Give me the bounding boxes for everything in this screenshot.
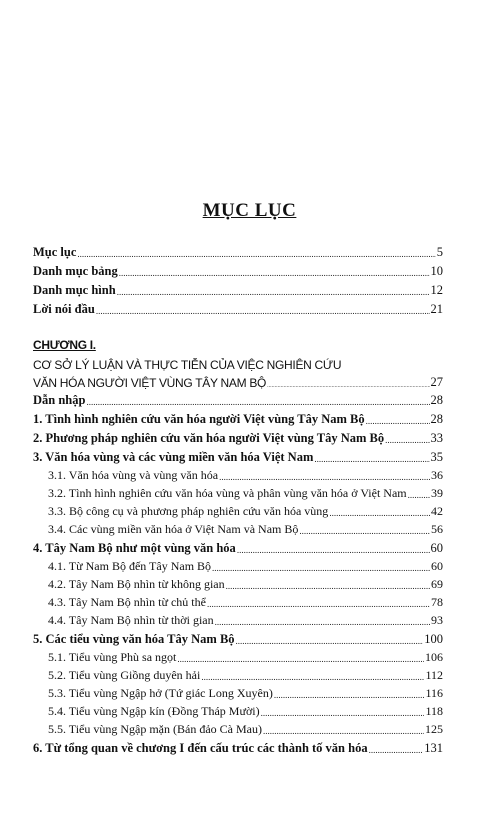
leader-dots — [207, 598, 430, 610]
leader-dots — [86, 396, 429, 408]
leader-dots — [267, 382, 429, 390]
toc-entry[interactable] — [33, 410, 443, 427]
toc-entry-label: Dẫn nhập — [33, 393, 86, 407]
toc-subentry[interactable] — [48, 611, 443, 628]
toc-subentry[interactable] — [48, 666, 443, 683]
toc-entry[interactable] — [33, 630, 443, 647]
leader-dots — [369, 744, 424, 756]
toc-entry-label: 4.2. Tây Nam Bộ nhìn từ không gian — [48, 577, 225, 591]
toc-page-number: 56 — [431, 522, 443, 536]
chapter-title-line2: VĂN HÓA NGƯỜI VIỆT VÙNG TÂY NAM BỘ — [33, 376, 267, 390]
leader-dots — [366, 415, 430, 427]
toc-entry-label: 5.5. Tiểu vùng Ngập mặn (Bán đảo Cà Mau) — [48, 722, 262, 736]
toc-page-number: 27 — [430, 375, 443, 389]
leader-dots — [117, 286, 430, 298]
toc-entry-label: Mục lục — [33, 245, 77, 259]
toc-page-number: 106 — [425, 650, 443, 664]
toc-page-number: 39 — [431, 486, 443, 500]
toc-subentry[interactable] — [48, 702, 443, 719]
toc-entry-label: 1. Tình hình nghiên cứu văn hóa người Việt vùng Tây Nam Bộ — [33, 412, 365, 426]
toc-subentry[interactable] — [48, 593, 443, 610]
leader-dots — [77, 248, 435, 260]
leader-dots — [201, 671, 424, 683]
leader-dots — [219, 471, 430, 483]
leader-dots — [237, 544, 430, 556]
toc-entry[interactable] — [33, 448, 443, 465]
toc-entry-label: Danh mục hình — [33, 283, 116, 297]
leader-dots — [408, 489, 430, 501]
toc-entry-label: 5.4. Tiểu vùng Ngập kín (Đồng Tháp Mười) — [48, 704, 260, 718]
toc-entry-label: 5.3. Tiểu vùng Ngập hở (Tứ giác Long Xuyên) — [48, 686, 273, 700]
toc-entry-label: Lời nói đầu — [33, 302, 95, 316]
toc-entry-label: 5. Các tiểu vùng văn hóa Tây Nam Bộ — [33, 632, 235, 646]
toc-page-number: 28 — [430, 412, 443, 426]
leader-dots — [314, 453, 429, 465]
toc-page-number: 5 — [436, 245, 443, 259]
toc-subentry[interactable] — [48, 557, 443, 574]
toc-subentry[interactable] — [48, 720, 443, 737]
leader-dots — [212, 562, 430, 574]
leader-dots — [261, 707, 425, 719]
toc-page-number: 112 — [425, 668, 443, 682]
chapter-title-line1: CƠ SỞ LÝ LUẬN VÀ THỰC TIỄN CỦA VIỆC NGHIÊN CỨU — [33, 358, 342, 372]
toc-entry-label: 4.3. Tây Nam Bộ nhìn từ chủ thể — [48, 595, 206, 609]
leader-dots — [236, 635, 424, 647]
toc-subentry[interactable] — [48, 466, 443, 483]
toc-page-number: 116 — [425, 686, 443, 700]
toc-page-number: 36 — [431, 468, 443, 482]
toc-entry[interactable] — [33, 391, 443, 408]
toc-page-number: 33 — [430, 431, 443, 445]
toc-entry-label: 3.2. Tình hình nghiên cứu văn hóa vùng và phân vùng văn hóa ở Việt Nam — [48, 486, 407, 500]
toc-entry-label: 4.4. Tây Nam Bộ nhìn từ thời gian — [48, 613, 214, 627]
toc-entry-label: 3. Văn hóa vùng và các vùng miền văn hóa Việt Nam — [33, 450, 314, 464]
toc-entry-danh-muc-hinh[interactable] — [33, 281, 443, 298]
toc-page-number: 100 — [424, 632, 443, 646]
toc-entry-label: 3.3. Bộ công cụ và phương pháp nghiên cứu văn hóa vùng — [48, 504, 329, 518]
toc-entry-label: 6. Từ tổng quan về chương I đến cấu trúc các thành tố văn hóa — [33, 741, 368, 755]
leader-dots — [385, 434, 429, 446]
toc-page-number: 28 — [430, 393, 443, 407]
toc-page-number: 78 — [431, 595, 443, 609]
toc-entry[interactable] — [33, 539, 443, 556]
toc-page-number: 93 — [431, 613, 443, 627]
leader-dots — [226, 580, 430, 592]
toc-page-number: 12 — [430, 283, 443, 297]
toc-page-number: 118 — [425, 704, 443, 718]
toc-entry-label: 5.2. Tiểu vùng Giồng duyên hải — [48, 668, 201, 682]
toc-page-number: 60 — [430, 541, 443, 555]
toc-page-number: 131 — [424, 741, 443, 755]
leader-dots — [274, 689, 425, 701]
leader-dots — [119, 267, 430, 279]
toc-page-number: 60 — [431, 559, 443, 573]
toc-page-number: 35 — [430, 450, 443, 464]
toc-entry-label: 5.1. Tiểu vùng Phù sa ngọt — [48, 650, 177, 664]
leader-dots — [215, 616, 430, 628]
chapter-heading: CHƯƠNG I. — [33, 338, 96, 352]
toc-entry-label: 3.4. Các vùng miền văn hóa ở Việt Nam và Nam Bộ — [48, 522, 299, 536]
toc-entry-label: 2. Phương pháp nghiên cứu văn hóa người Việt vùng Tây Nam Bộ — [33, 431, 385, 445]
toc-subentry[interactable] — [48, 502, 443, 519]
toc-entry-label: 3.1. Văn hóa vùng và vùng văn hóa — [48, 468, 219, 482]
toc-page-number: 125 — [425, 722, 443, 736]
toc-subentry[interactable] — [48, 575, 443, 592]
toc-entry-loi-noi-dau[interactable] — [33, 300, 443, 317]
toc-subentry[interactable] — [48, 520, 443, 537]
page-title: MỤC LỤC — [202, 200, 297, 221]
toc-entry-danh-muc-bang[interactable] — [33, 262, 443, 279]
toc-entry-label: 4.1. Từ Nam Bộ đến Tây Nam Bộ — [48, 559, 212, 573]
toc-entry-label: 4. Tây Nam Bộ như một vùng văn hóa — [33, 541, 236, 555]
leader-dots — [299, 525, 430, 537]
toc-entry-muc-luc[interactable] — [33, 243, 443, 260]
toc-subentry[interactable] — [48, 484, 443, 501]
toc-page-number: 69 — [431, 577, 443, 591]
toc-entry[interactable] — [33, 429, 443, 446]
toc-subentry[interactable] — [48, 648, 443, 665]
toc-subentry[interactable] — [48, 684, 443, 701]
toc-page-number: 10 — [430, 264, 443, 278]
leader-dots — [263, 725, 424, 737]
toc-page-number: 21 — [430, 302, 443, 316]
toc-entry-chapter-title[interactable] — [33, 374, 443, 390]
toc-entry-label: Danh mục bảng — [33, 264, 118, 278]
leader-dots — [96, 305, 430, 317]
toc-page-number: 42 — [431, 504, 443, 518]
toc-entry[interactable] — [33, 739, 443, 756]
leader-dots — [329, 507, 430, 519]
leader-dots — [177, 653, 424, 665]
